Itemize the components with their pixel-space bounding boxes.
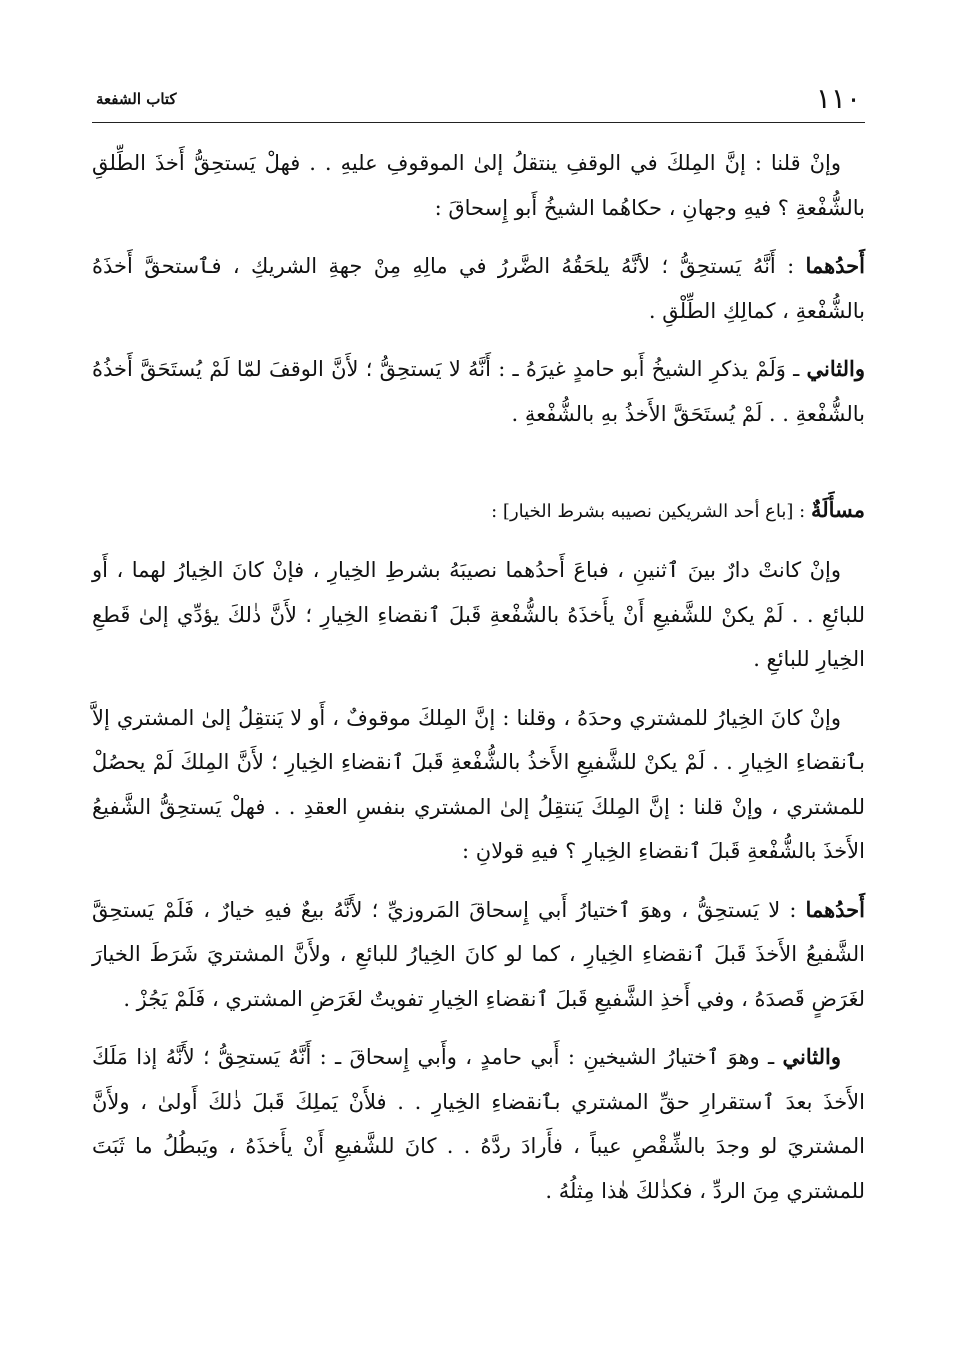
section-gap xyxy=(92,436,865,488)
paragraph xyxy=(92,888,865,1022)
paragraph-text: وإنْ قلنا : إنَّ المِلكَ في الوقفِ ينتقلُ إلىٰ الموقوفِ عليهِ . . فهلْ يَستحِقُّ أَخذَ الطِّلقِ بالشُّفْعةِ ؟ فيهِ وجهانِ ، حكاهُما الشيخُ أَبو إِسحاقَ : xyxy=(92,151,865,220)
paragraph-lead: أَحدُهما xyxy=(805,253,865,278)
paragraph-gap xyxy=(92,534,865,548)
header-rule xyxy=(92,122,865,123)
paragraph-text: وإنْ كانتْ دارٌ بينَ ٱثنينِ ، فباعَ أَحدُهما نصيبَهُ بشرطِ الخِيارِ ، فإنْ كانَ الخِيارُ لهما ، أَو للبائعِ . . لَمْ يكنْ للشَّفيعِ أَنْ يأَخذَهُ بالشُّفْعةِ قَبلَ ٱنقضاءِ الخِيارِ ؛ لأَنَّ ذٰلكَ يؤدِّي إلىٰ قَطعِ الخِيارِ للبائعِ . xyxy=(92,558,865,671)
heading-subtitle: : [باع أحد الشريكين نصيبه بشرط الخيار] : xyxy=(491,501,811,522)
paragraph-lead: أَحدُهما xyxy=(805,896,865,922)
paragraph-gap xyxy=(92,1021,865,1035)
paragraph xyxy=(92,347,865,436)
paragraph xyxy=(92,244,865,333)
paragraph-text: ـ وهوَ ٱختيارُ الشيخينِ : أَبي حامدٍ ، وأَبي إِسحاقَ ـ : أَنَّهُ يَستحِقُّ ؛ لأَنَّهُ إذا مَلَكَ الأَخذَ بعدَ ٱستقرارِ حقِّ المشتري بٱنقضاءِ الخِيارِ . . فلأَنْ يَملِكَ قَبلَ ذٰلكَ أَولىٰ ، ولأَنَّ المشتريَ لو وجدَ بالشِّقْصِ عيباً ، فأَرادَ ردَّهُ . . كانَ للشَّفيعِ أَنْ يأَخذَهُ ، ويَبطُلُ ما ثَبَتَ للمشتري مِنَ الردِّ ، فكذٰلكَ هٰذا مِثلُهُ . xyxy=(92,1045,865,1203)
running-head xyxy=(92,80,865,120)
paragraph-gap xyxy=(92,874,865,888)
paragraph-gap xyxy=(92,333,865,347)
paragraph-gap xyxy=(92,682,865,696)
paragraph xyxy=(92,548,865,682)
paragraph xyxy=(92,1035,865,1213)
paragraph xyxy=(92,141,865,230)
section-heading xyxy=(92,488,865,534)
heading-label: مسأَلَةٌ xyxy=(810,497,865,522)
page-number: ١١٠ xyxy=(815,82,861,115)
paragraph-text: ـ وَلَمْ يذكرِ الشيخُ أَبو حامدٍ غيرَهُ ـ : أَنَّهُ لا يَستحِقُّ ؛ لأَنَّ الوقفَ لمّا لَمْ يُستَحَقَّ أَخذُهُ بالشُّفْعةِ . . لَمْ يُستَحَقَّ الأَخذُ بهِ بالشُّفْعةِ . xyxy=(92,357,865,426)
paragraph-text: : أَنَّهُ يَستحِقُّ ؛ لأنَّهُ يلحَقُهُ الضَّررُ في مالِهِ مِنْ جهةِ الشريكِ ، فٱستحقَّ أَخذَهُ بالشُّفْعةِ ، كمالِكِ الطِّلْقِ . xyxy=(92,254,865,323)
book-title: كتاب الشفعة xyxy=(96,90,177,108)
paragraph-text: وإنْ كانَ الخِيارُ للمشتري وحدَهُ ، وقلنا : إنَّ المِلكَ موقوفٌ ، أَو لا يَنتقِلُ إلىٰ المشتري إلاَّ بٱنقضاءِ الخِيارِ . . لَمْ يكنْ للشَّفيعِ الأَخذُ بالشُّفْعةِ قَبلَ ٱنقضاءِ الخِيارِ ؛ لأَنَّ المِلكَ لَمْ يحصُلْ للمشتري ، وإنْ قلنا : إنَّ المِلكَ يَنتقِلُ إلىٰ المشتري بنفسِ العقدِ . . فهلْ يَستحِقُّ الشَّفيعُ الأَخذَ بالشُّفْعةِ قَبلَ ٱنقضاءِ الخِيارِ ؟ فيهِ قولانِ : xyxy=(92,705,865,863)
paragraph xyxy=(92,696,865,874)
paragraph-gap xyxy=(92,230,865,244)
paragraph-lead: والثاني xyxy=(806,356,865,381)
paragraph-lead: والثاني xyxy=(782,1044,841,1069)
paragraph-text: : لا يَستحِقُّ ، وهوَ ٱختيارُ أَبي إِسحاقَ المَروزيِّ ؛ لأَنَّهُ بيعٌ فيهِ خيارٌ ، فَلَمْ يَستحِقَّ الشَّفيعُ الأَخذَ قَبلَ ٱنقضاءِ الخِيارِ ، كما لو كانَ الخِيارُ للبائعِ ، ولأَنَّ المشتريَ شَرَطَ الخيارَ لغَرَضٍ قَصدَهُ ، وفي أَخذِ الشَّفيعِ قَبلَ ٱنقضاءِ الخِيارِ تفويتٌ لغَرَضِ المشتري ، فَلَمْ يَجُزْ . xyxy=(92,897,865,1011)
